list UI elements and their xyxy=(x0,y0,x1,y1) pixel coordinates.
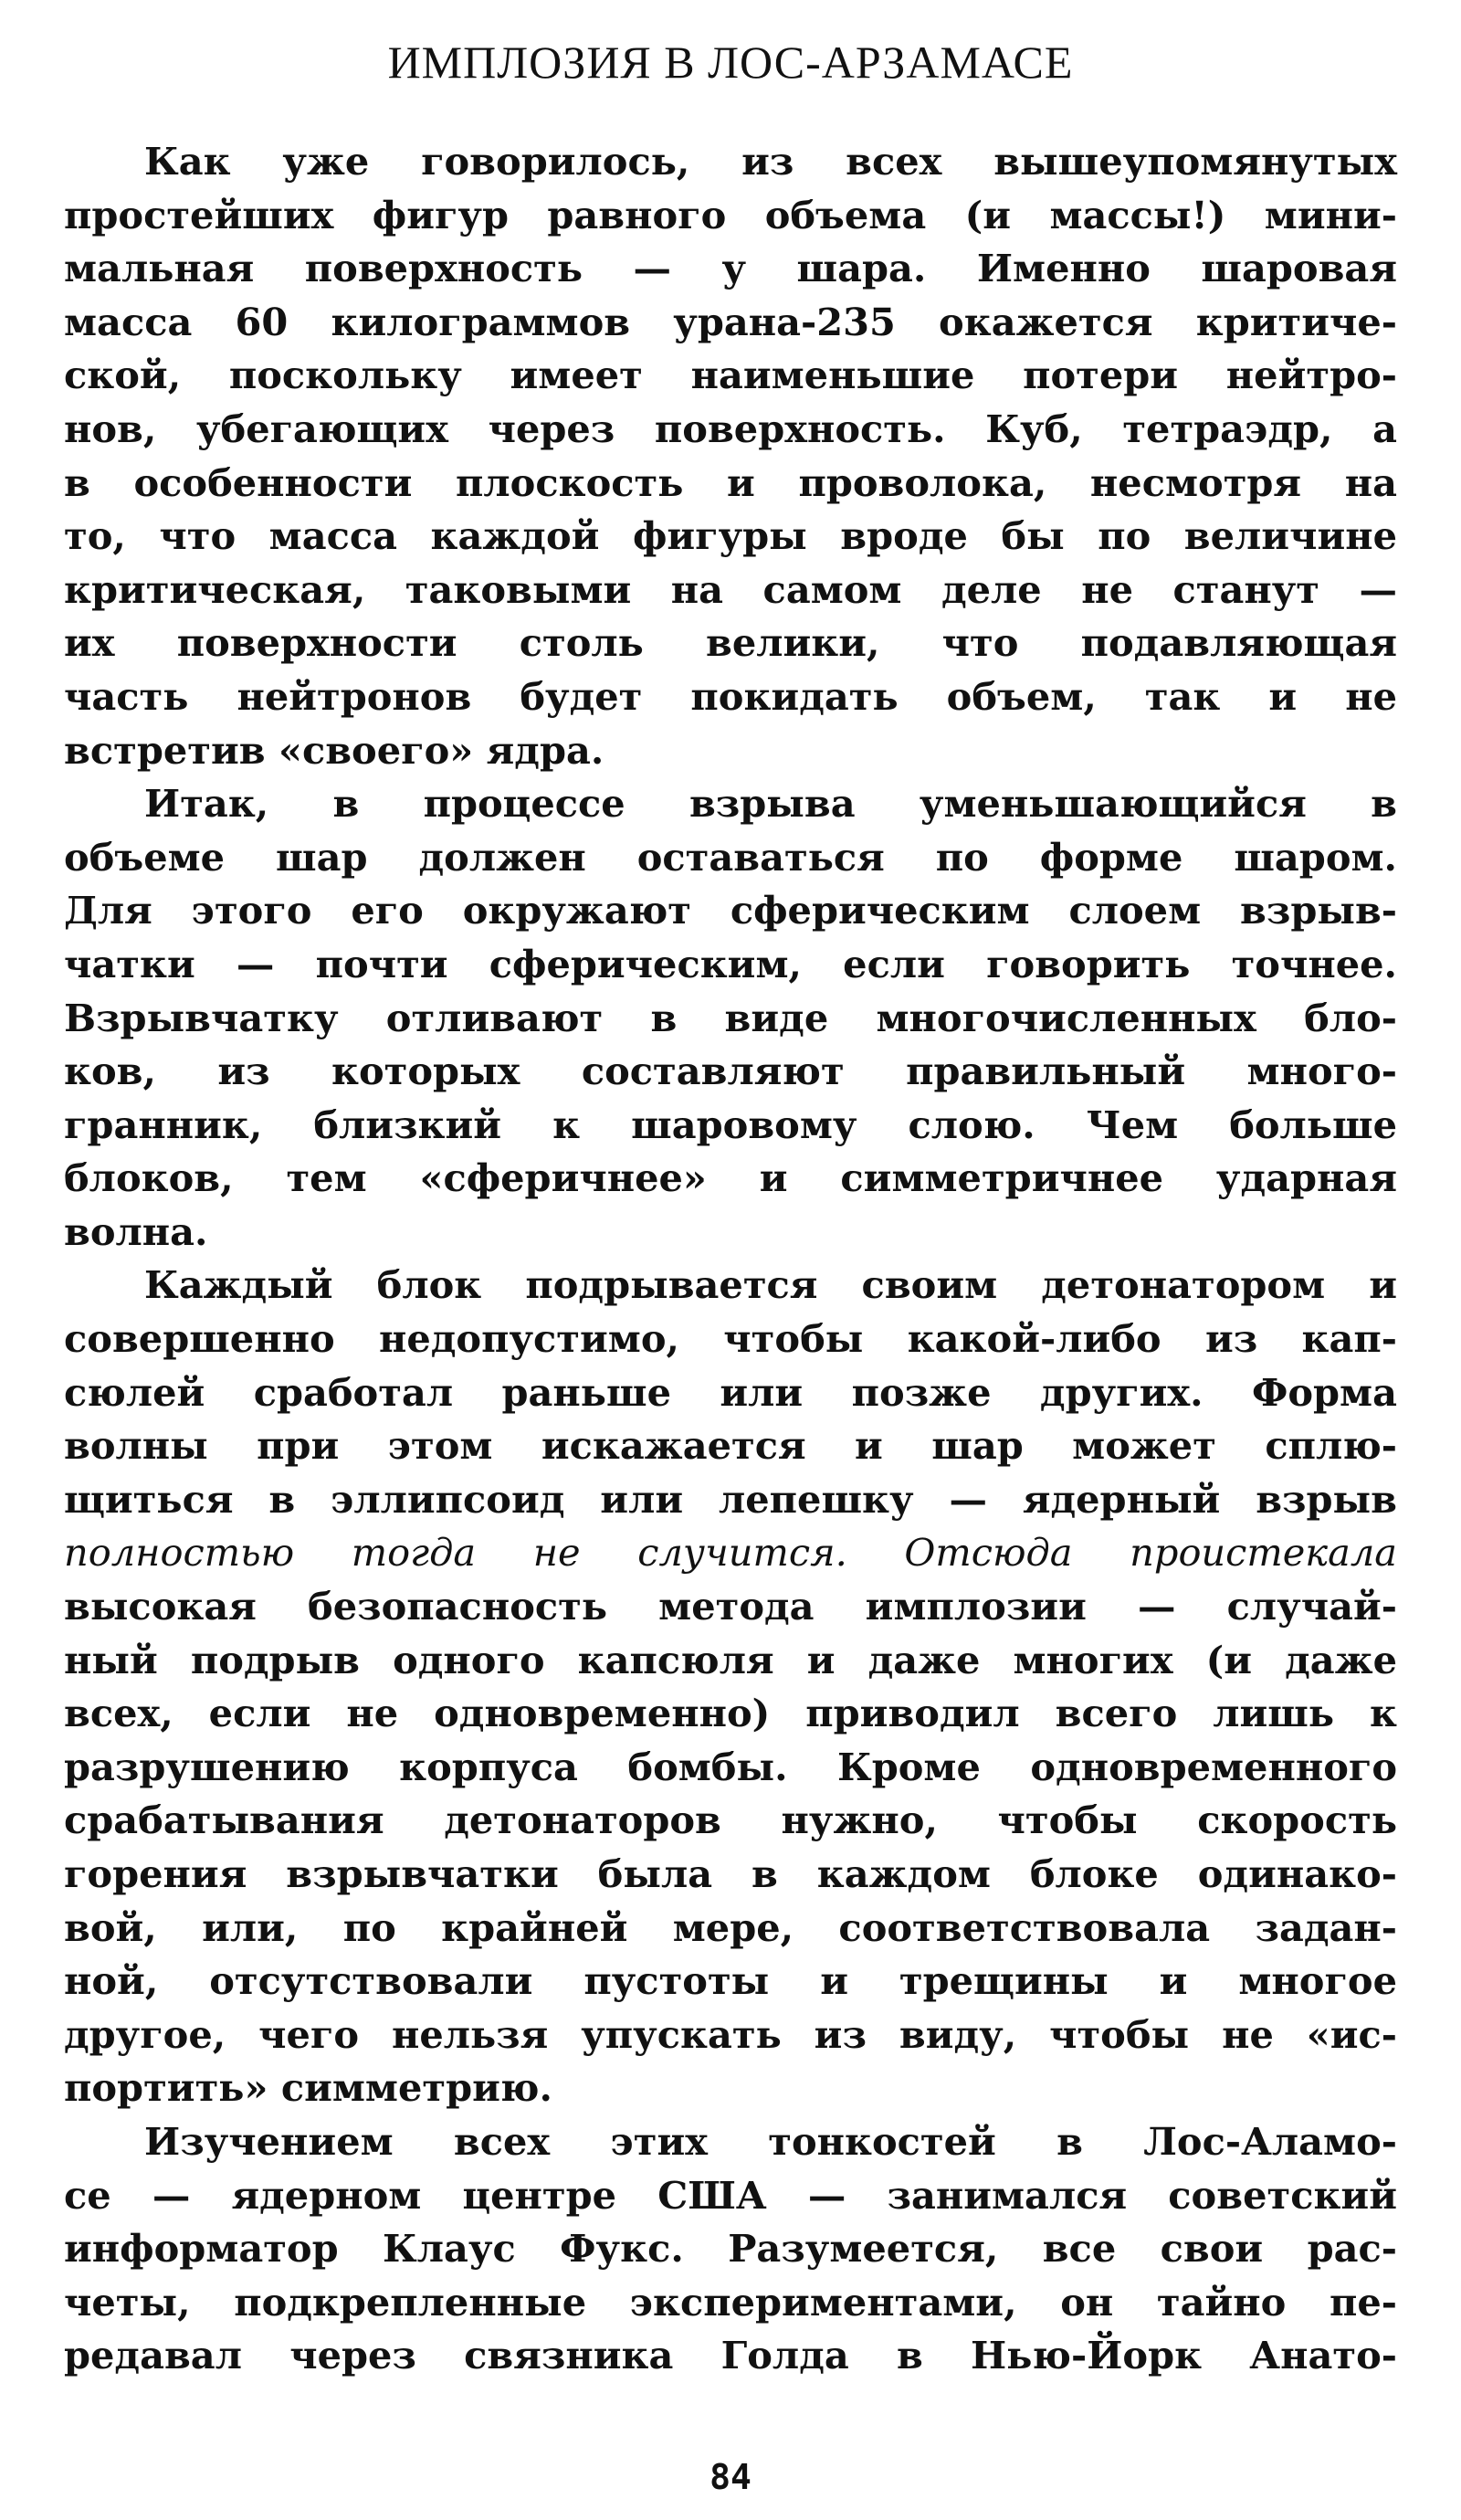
text-line: масса 60 килограммов урана-235 окажется критиче- xyxy=(64,299,1397,344)
text-line: се — ядерном центре США — занимался советский xyxy=(64,2172,1397,2218)
text-line: в особенности плоскость и проволока, несмотря на xyxy=(64,459,1397,505)
text-line: высокая безопасность метода имплозии — случай- xyxy=(64,1584,1397,1629)
text-line: Итак, в процессе взрыва уменьшающийся в xyxy=(144,781,1397,827)
body-text xyxy=(64,135,1397,2383)
text-line: портить» симметрию. xyxy=(64,2065,552,2111)
text-line: горения взрывчатки была в каждом блоке одинако- xyxy=(64,1851,1397,1896)
text-line: совершенно недопустимо, чтобы какой-либо из кап- xyxy=(64,1316,1397,1362)
text-line: встретив «своего» ядра. xyxy=(64,727,604,773)
text-line: чатки — почти сферическим, если говорить точнее. xyxy=(64,941,1397,986)
book-page xyxy=(64,0,1397,2520)
paragraph xyxy=(64,1259,1397,2115)
paragraph xyxy=(64,2115,1397,2383)
text-line: четы, подкрепленные экспериментами, он тайно пе- xyxy=(64,2279,1397,2325)
text-line: другое, чего нельзя упускать из виду, чтобы не «ис- xyxy=(64,2011,1397,2057)
text-line: сюлей сработал раньше или позже других. Форма xyxy=(64,1369,1397,1415)
text-line: мальная поверхность — у шара. Именно шаровая xyxy=(64,246,1397,291)
text-line: их поверхности столь велики, что подавляющая xyxy=(64,620,1397,666)
text-line: блоков, тем «сферичнее» и симметричнее ударная xyxy=(64,1155,1397,1201)
text-line xyxy=(64,1526,1397,1580)
text-line: простейших фигур равного объема (и массы!) мини- xyxy=(64,192,1397,237)
text-line: объеме шар должен оставаться по форме шаром. xyxy=(64,834,1397,880)
italic-text: полностью тогда не случится. Отсюда проистекала xyxy=(64,1530,1397,1576)
text-line: редавал через связника Голда в Нью-Йорк Анато- xyxy=(64,2333,1397,2378)
text-line: ской, поскольку имеет наименьшие потери нейтро- xyxy=(64,353,1397,398)
text-line: Изучением всех этих тонкостей в Лос-Аламо- xyxy=(144,2118,1397,2164)
text-line: то, что масса каждой фигуры вроде бы по величине xyxy=(64,513,1397,559)
text-line: нов, убегающих через поверхность. Куб, тетраэдр, а xyxy=(64,406,1397,451)
text-line: информатор Клаус Фукс. Разумеется, все свои рас- xyxy=(64,2226,1397,2272)
text-line: волна. xyxy=(64,1208,208,1254)
text-line: Как уже говорилось, из всех вышеупомянутых xyxy=(144,139,1397,184)
text-line: ков, из которых составляют правильный много- xyxy=(64,1049,1397,1094)
text-line: волны при этом искажается и шар может сплю- xyxy=(64,1423,1397,1469)
text-line: Для этого его окружают сферическим слоем взрыв- xyxy=(64,888,1397,933)
text-line: вой, или, по крайней мере, соответствовала задан- xyxy=(64,1904,1397,1950)
text-line: критическая, таковыми на самом деле не станут — xyxy=(64,566,1397,612)
paragraph xyxy=(64,135,1397,777)
text-line: Взрывчатку отливают в виде многочисленных бло- xyxy=(64,995,1397,1040)
text-line: Каждый блок подрывается своим детонатором и xyxy=(144,1262,1397,1308)
paragraph xyxy=(64,777,1397,1259)
text-line: всех, если не одновременно) приводил всего лишь к xyxy=(64,1691,1397,1736)
text-line: щиться в эллипсоид или лепешку — ядерный взрыв xyxy=(64,1476,1397,1522)
text-line: ный подрыв одного капсюля и даже многих (и даже xyxy=(64,1637,1397,1682)
text-line: гранник, близкий к шаровому слою. Чем больше xyxy=(64,1102,1397,1147)
page-number: 84 xyxy=(709,2457,752,2497)
text-line: разрушению корпуса бомбы. Кроме одновременного xyxy=(64,1744,1397,1789)
text-line: часть нейтронов будет покидать объем, так и не xyxy=(64,673,1397,719)
running-head: ИМПЛОЗИЯ В ЛОС-АРЗАМАСЕ xyxy=(387,37,1074,88)
text-line: ной, отсутствовали пустоты и трещины и многое xyxy=(64,1958,1397,2004)
text-line: срабатывания детонаторов нужно, чтобы скорость xyxy=(64,1798,1397,1843)
